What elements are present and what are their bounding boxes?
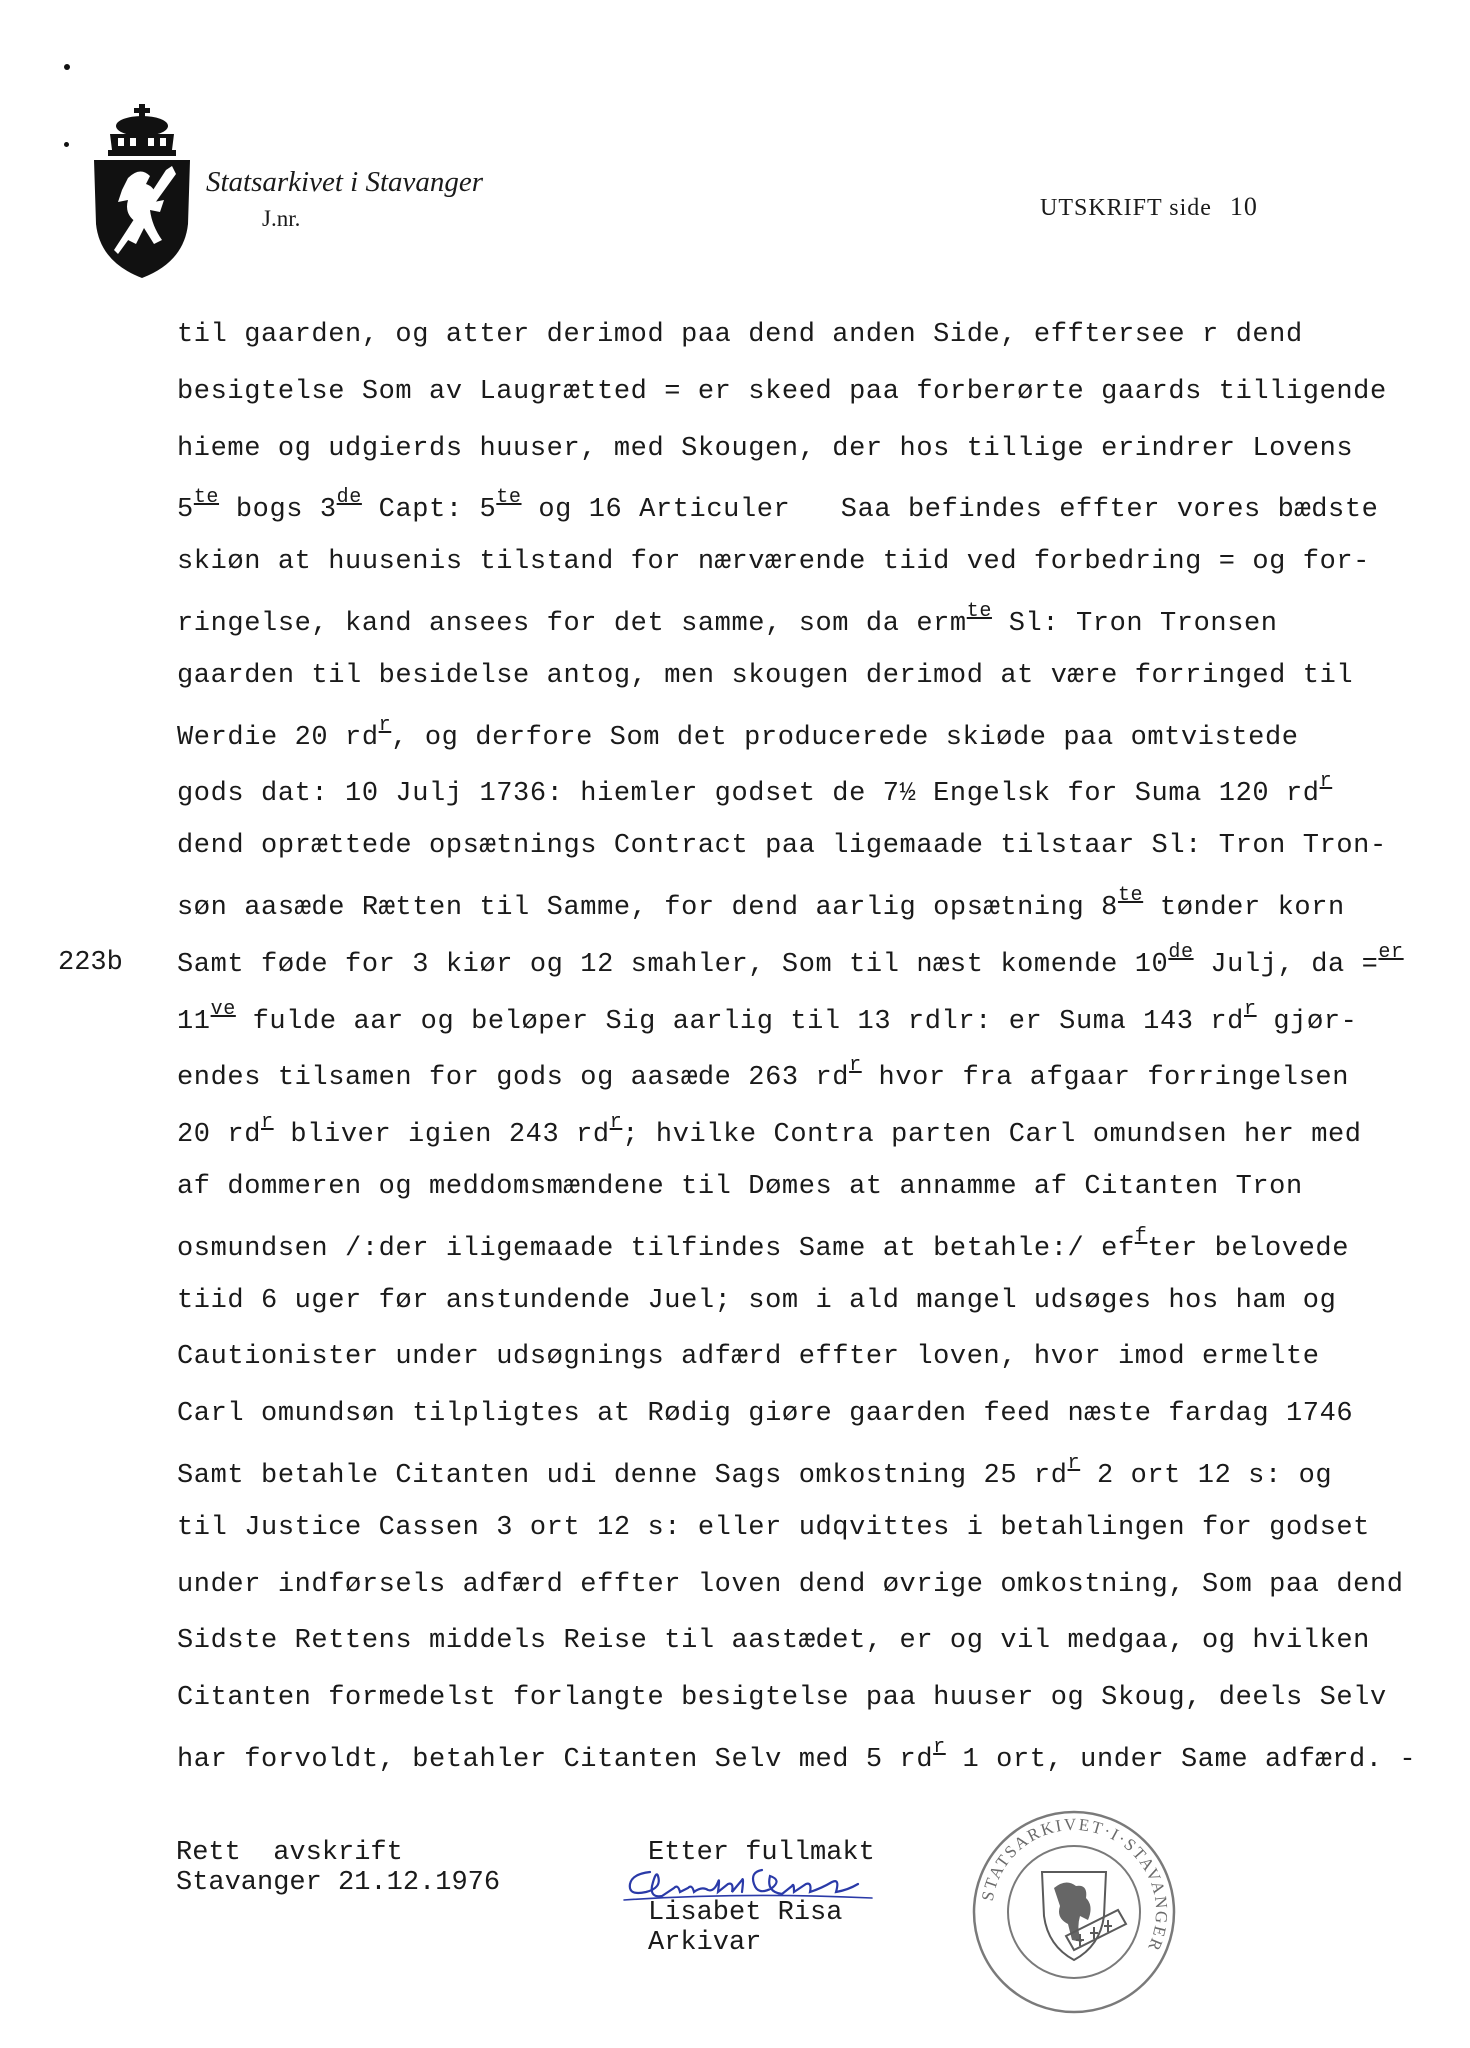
line-text: osmundsen /:der iligemaade tilfindes Same at betahle:/ ef: [177, 1233, 1135, 1264]
body-line: [177, 1111, 1362, 1151]
body-line: [177, 884, 1345, 923]
line-text: af dommeren og meddomsmændene til Dømes at annamme af Citanten Tron: [177, 1172, 1303, 1202]
line-text: Sidste Rettens middels Reise til aastædet, er og vil medgaa, og hvilken: [177, 1626, 1370, 1657]
body-line: [177, 1570, 1404, 1600]
body-line: [177, 320, 1303, 350]
body-line: [177, 600, 1278, 639]
superscript: r: [261, 1111, 274, 1135]
superscript: r: [1319, 770, 1333, 794]
line-text: 11: [177, 1006, 211, 1037]
body-line: [177, 1736, 1417, 1775]
line-text: under indførsels adfærd effter loven dend øvrige omkostning, Som paa dend: [177, 1569, 1404, 1600]
body-line: [177, 1399, 1353, 1429]
body-line: [177, 547, 1370, 577]
line-text: gjør-: [1256, 1006, 1358, 1037]
rett-avskrift-label: Rett avskrift: [176, 1838, 403, 1868]
coat-of-arms-icon: [88, 104, 196, 280]
signer-name: Lisabet Risa: [648, 1898, 843, 1928]
handwritten-signature: [622, 1862, 890, 1910]
body-line: [177, 831, 1387, 861]
punch-mark: [64, 64, 70, 70]
line-text: gods dat: 10 Julj 1736: hiemler godset de 7½ Engelsk for Suma 120 rd: [177, 779, 1320, 810]
line-text: ringelse, kand ansees for det samme, som da erm: [177, 609, 967, 639]
line-text: hieme og udgierds huuser, med Skougen, der hos tillige erindrer Lovens: [177, 433, 1354, 464]
journal-number-label: J.nr.: [262, 206, 301, 231]
line-text: Capt: 5: [361, 495, 497, 526]
line-text: tønder korn: [1143, 893, 1345, 923]
superscript: te: [496, 486, 522, 510]
line-text: bogs 3: [219, 495, 337, 526]
line-text: , og derfore Som det producerede skiøde paa omtvistede: [391, 722, 1299, 753]
superscript: de: [1168, 940, 1194, 964]
etter-fullmakt-label: Etter fullmakt: [648, 1838, 875, 1868]
body-line: [177, 1452, 1333, 1491]
body-line: [177, 1513, 1370, 1543]
body-line: [177, 713, 1299, 753]
superscript: er: [1378, 940, 1404, 964]
line-text: har forvoldt, betahler Citanten Selv med 5 rd: [177, 1745, 934, 1775]
body-line: [177, 770, 1333, 810]
body-line: [177, 1172, 1303, 1202]
utskrift-header: [1040, 192, 1258, 222]
body-line: [177, 434, 1353, 464]
superscript: r: [378, 713, 392, 737]
line-text: Carl omundsøn tilpligtes at Rødig giøre gaarden feed næste fardag 1746: [177, 1399, 1354, 1430]
body-line: [177, 1626, 1370, 1656]
line-text: skiøn at huusenis tilstand for nærværende tiid ved forbedring = og for-: [177, 547, 1370, 578]
line-text: endes tilsamen for gods og aasæde 263 rd: [177, 1063, 850, 1094]
line-text: Samt betahle Citanten udi denne Sags omkostning 25 rd: [177, 1461, 1068, 1491]
line-text: 5: [177, 495, 194, 526]
body-line: [177, 1286, 1336, 1316]
body-line: [177, 1683, 1387, 1713]
superscript: r: [609, 1111, 623, 1135]
body-line: [177, 486, 1379, 526]
line-text: bliver igien 243 rd: [273, 1120, 610, 1151]
place-date: Stavanger 21.12.1976: [176, 1868, 501, 1898]
utskrift-label: UTSKRIFT side: [1040, 195, 1212, 221]
body-line: [177, 997, 1358, 1037]
line-text: 20 rd: [177, 1120, 262, 1151]
line-text: hvor fra afgaar forringelsen: [861, 1063, 1349, 1094]
line-text: til Justice Cassen 3 ort 12 s: eller udqvittes i betahlingen for godset: [177, 1512, 1370, 1543]
line-text: 2 ort 12 s: og: [1080, 1461, 1333, 1491]
line-text: ter belovede: [1147, 1233, 1349, 1264]
line-text: Citanten formedelst forlangte besigtelse paa huuser og Skoug, deels Selv: [177, 1683, 1387, 1714]
signer-title: Arkivar: [648, 1928, 762, 1958]
line-text: Sl: Tron Tronsen: [991, 609, 1278, 639]
certification-block: [176, 1838, 500, 1898]
superscript: r: [1244, 997, 1257, 1021]
archive-name: Statsarkivet i Stavanger: [206, 166, 484, 198]
superscript: r: [1067, 1452, 1081, 1475]
line-text: fulde aar og beløper Sig aarlig til 13 rdlr: er Suma 143 rd: [235, 1006, 1244, 1037]
line-text: gaarden til besidelse antog, men skougen derimod at være forringed til: [177, 660, 1354, 691]
line-text: søn aasæde Rætten til Samme, for dend aarlig opsætning 8: [177, 893, 1118, 923]
margin-note: 223b: [58, 948, 123, 978]
superscript: f: [1134, 1224, 1148, 1248]
line-text: Samt føde for 3 kiør og 12 smahler, Som til næst komende 10: [177, 949, 1169, 980]
line-text: 1 ort, under Same adfærd. -: [945, 1745, 1417, 1775]
line-text: besigtelse Som av Laugrætted = er skeed paa forberørte gaards tilligende: [177, 376, 1387, 407]
body-line: [177, 1054, 1349, 1094]
line-text: Julj, da =: [1193, 949, 1379, 980]
superscript: ve: [210, 997, 236, 1021]
line-text: Cautionister under udsøgnings adfærd effter loven, hvor imod ermelte: [177, 1342, 1320, 1373]
line-text: til gaarden, og atter derimod paa dend anden Side, efftersee r dend: [177, 320, 1303, 350]
stamp-text: STATSARKIVET·I·STAVANGER: [977, 1814, 1172, 1956]
superscript: r: [933, 1736, 946, 1759]
superscript: te: [1117, 884, 1144, 907]
body-line: [177, 661, 1353, 691]
page-number: 10: [1229, 192, 1258, 221]
superscript: te: [193, 486, 220, 510]
line-text: dend oprættede opsætnings Contract paa ligemaade tilstaar Sl: Tron Tron-: [177, 831, 1387, 862]
superscript: te: [966, 600, 992, 623]
superscript: de: [336, 486, 362, 510]
body-line: [177, 1342, 1320, 1372]
body-line: [177, 940, 1404, 980]
line-text: og 16 Articuler Saa befindes effter vores bædste: [521, 495, 1379, 526]
line-text: ; hvilke Contra parten Carl omundsen her med: [622, 1120, 1362, 1151]
body-line: [177, 1224, 1349, 1264]
line-text: tiid 6 uger før anstundende Juel; som i ald mangel udsøges hos ham og: [177, 1285, 1337, 1316]
superscript: r: [849, 1054, 862, 1078]
body-line: [177, 377, 1387, 407]
punch-mark: [64, 142, 69, 147]
archive-stamp: [968, 1806, 1180, 2018]
line-text: Werdie 20 rd: [177, 722, 379, 753]
